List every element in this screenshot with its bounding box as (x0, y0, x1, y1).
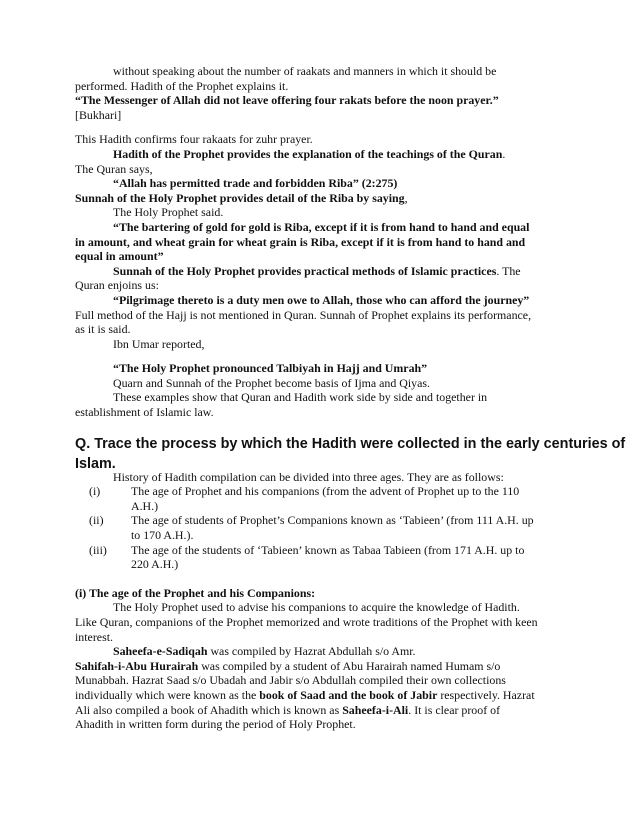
question-heading-line: Q. Trace the process by which the Hadith were collected in the early centuries of (75, 435, 626, 452)
text-line: Full method of the Hajj is not mentioned in Quran. Sunnah of Prophet explains its performance, (75, 307, 532, 322)
book-title: book of Saad and the book of Jabir (259, 687, 438, 702)
text-line: Like Quran, companions of the Prophet memorized and wrote traditions of the Prophet with keen (75, 615, 538, 629)
question-heading (75, 434, 626, 474)
quote-line: “Allah has permitted trade and forbidden Riba” (2:275) (113, 176, 398, 191)
text-line: Ibn Umar reported, (113, 336, 205, 351)
text-line: interest. (75, 629, 113, 644)
section-title: (i) The age of the Prophet and his Companions: (75, 585, 316, 600)
text-line (75, 191, 575, 206)
question-heading-line: Islam. (75, 455, 116, 472)
punctuation: . (502, 146, 506, 161)
book-title: Sahifah-i-Abu Hurairah (75, 658, 199, 673)
text-tail: . It is clear proof of (408, 702, 501, 717)
bold-statement: Hadith of the Prophet provides the explanation of the teachings of the Quran (113, 146, 503, 161)
text-line (75, 644, 575, 659)
list-text: The age of students of Prophet’s Companions known as ‘Tabieen’ (from 111 A.H. up (131, 513, 534, 528)
text-line: This Hadith confirms four rakaats for zuhr prayer. (75, 132, 313, 147)
text-line: performed. Hadith of the Prophet explains it. (75, 78, 289, 93)
text-line: The Holy Prophet used to advise his companions to acquire the knowledge of Hadith. (113, 600, 520, 615)
text-line: These examples show that Quran and Hadith work side by side and together in (113, 390, 488, 405)
text-line: The Holy Prophet said. (113, 205, 224, 220)
text-line: Ahadith in written form during the period of Holy Prophet. (75, 717, 356, 732)
quote-line: “The bartering of gold for gold is Riba, except if it is from hand to hand and equal (113, 219, 530, 234)
text-line: The Quran says, (75, 161, 153, 176)
list-text: The age of the students of ‘Tabieen’ known as Tabaa Tabieen (from 171 A.H. up to (131, 542, 525, 557)
document-page (75, 64, 626, 732)
ages-list (75, 484, 575, 572)
text-line (75, 703, 575, 718)
list-number: (ii) (89, 513, 104, 528)
text-line: without speaking about the number of raakats and manners in which it should be (113, 64, 497, 78)
list-text-continued: 220 A.H.) (131, 557, 179, 572)
list-item (75, 543, 575, 558)
text-line (75, 688, 575, 703)
quote-line: equal in amount” (75, 249, 164, 264)
list-text-continued: A.H.) (131, 498, 159, 513)
bold-statement: Sunnah of the Holy Prophet provides detail of the Riba by saying (75, 190, 405, 205)
text-line: as it is said. (75, 322, 131, 337)
quote-line: “The Messenger of Allah did not leave offering four rakats before the noon prayer.” (75, 93, 499, 108)
list-item (75, 513, 575, 528)
quote-line: “The Holy Prophet pronounced Talbiyah in Hajj and Umrah” (113, 361, 428, 376)
list-text: The age of Prophet and his companions (from the advent of Prophet up to the 110 (131, 484, 520, 499)
list-item (75, 484, 575, 499)
reference-line: [Bukhari] (75, 107, 122, 122)
book-title: Saheefa-i-Ali (342, 702, 409, 717)
bold-statement: Sunnah of the Holy Prophet provides practical methods of Islamic practices (113, 263, 497, 278)
text-line (75, 147, 575, 162)
text-tail: was compiled by a student of Abu Harairah named Humam s/o (198, 658, 501, 673)
text-line: establishment of Islamic law. (75, 405, 214, 420)
intro-line: History of Hadith compilation can be divided into three ages. They are as follows: (113, 469, 504, 484)
text-tail: respectively. Hazrat (437, 687, 535, 702)
quote-line: in amount, and wheat grain for wheat grain is Riba, except if it is from hand to hand and (75, 234, 526, 249)
text-head: Ali also compiled a book of Ahadith which is known as (75, 702, 343, 717)
text-line (75, 659, 575, 674)
text-line: Quarn and Sunnah of the Prophet become basis of Ijma and Qiyas. (113, 375, 431, 390)
book-title: Saheefa-e-Sadiqah (113, 644, 208, 659)
text-line: Munabbah. Hazrat Saad s/o Ubadah and Jabir s/o Abdullah compiled their own collections (75, 673, 506, 688)
list-number: (i) (89, 484, 101, 499)
text-line (75, 264, 575, 279)
quote-line: “Pilgrimage thereto is a duty men owe to Allah, those who can afford the journey” (113, 292, 530, 307)
list-number: (iii) (89, 542, 107, 557)
text-tail: was compiled by Hazrat Abdullah s/o Amr. (207, 644, 416, 659)
text-line: Quran enjoins us: (75, 278, 159, 293)
list-text-continued: to 170 A.H.). (131, 528, 194, 543)
text-tail: . The (496, 263, 521, 278)
punctuation: , (404, 190, 408, 205)
text-head: individually which were known as the (75, 687, 260, 702)
